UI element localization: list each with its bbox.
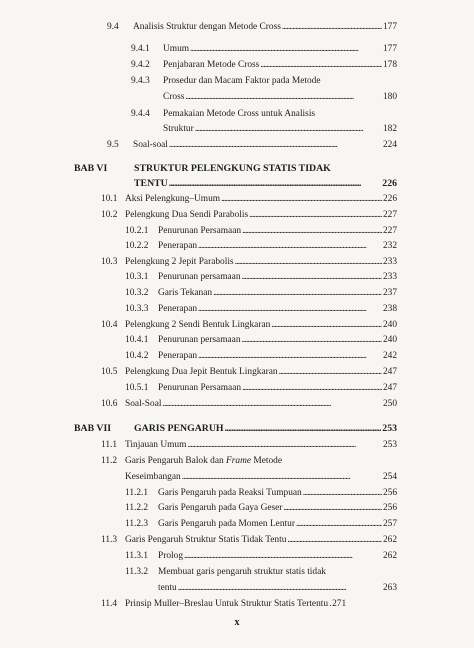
toc-page-number: 253 [382, 440, 397, 450]
chapter-title-continued: TENTU [134, 178, 168, 189]
toc-title: Garis Tekanan [158, 288, 213, 298]
toc-entry-line2[interactable] [125, 470, 397, 484]
toc-number: 11.3 [101, 535, 118, 545]
toc-number: 10.4.1 [125, 335, 149, 345]
toc-title: Penerapan [158, 304, 198, 314]
toc-entry[interactable] [133, 138, 397, 152]
toc-number: 11.2.1 [125, 488, 149, 498]
leader-dots [279, 365, 382, 379]
chapter-heading-line2[interactable] [134, 177, 397, 191]
toc-entry[interactable] [125, 397, 397, 411]
toc-title: Prolog [158, 551, 184, 561]
toc-page-number: 250 [382, 399, 397, 409]
toc-title: Tinjauan Umum [125, 440, 187, 450]
toc-page-number: 242 [382, 351, 397, 361]
toc-page-number: 178 [382, 60, 397, 70]
toc-page-number: 263 [382, 583, 397, 593]
chapter-heading-line1[interactable] [134, 162, 397, 176]
toc-page-number: 227 [382, 210, 397, 220]
toc-title: Penurunan Persamaan [158, 226, 242, 236]
chapter-label: BAB VII [74, 423, 112, 434]
toc-entry[interactable] [163, 58, 397, 72]
toc-title: Soal-soal [133, 140, 168, 150]
toc-title-italic: Frame [226, 456, 252, 466]
toc-page-number: 262 [382, 551, 397, 561]
leader-dots [198, 302, 382, 316]
toc-number: 11.3.2 [125, 567, 149, 577]
toc-entry-line2[interactable] [163, 90, 397, 104]
toc-page-number: 247 [382, 367, 397, 377]
toc-title: Pelengkung 2 Jepit Parabolis [125, 257, 234, 267]
leader-dots [169, 177, 382, 191]
toc-entry-line1[interactable] [163, 74, 397, 88]
leader-dots [282, 20, 382, 34]
leader-dots [260, 58, 382, 72]
toc-title: Penurunan persamaan [158, 272, 241, 282]
toc-page-number: 247 [382, 383, 397, 393]
toc-title: Prinsip Muller–Breslau Untuk Struktur Statis Tertentu [125, 599, 329, 609]
toc-number: 9.5 [107, 140, 119, 150]
page-footer-number: x [234, 617, 240, 628]
toc-number: 11.2 [101, 456, 118, 466]
toc-title: Penerapan [158, 351, 198, 361]
toc-page-number: 240 [382, 335, 397, 345]
leader-dots [242, 333, 382, 347]
leader-dots [169, 138, 382, 152]
leader-dots [221, 192, 382, 206]
toc-number: 10.1 [101, 194, 118, 204]
toc-entry[interactable] [158, 270, 397, 284]
toc-page-number: 177 [382, 22, 397, 32]
leader-dots [242, 270, 382, 284]
leader-dots [225, 422, 382, 436]
toc-title: Pelengkung Dua Jepit Bentuk Lingkaran [125, 367, 278, 377]
toc-title: Garis Pengaruh Struktur Statis Tidak Tentu [125, 535, 287, 545]
toc-page-number: 254 [382, 472, 397, 482]
toc-entry[interactable] [125, 438, 397, 452]
leader-dots [242, 224, 382, 238]
toc-page-number: 271 [332, 599, 347, 609]
toc-number: 10.3.1 [125, 272, 149, 282]
toc-entry[interactable] [125, 192, 397, 206]
leader-dots [249, 208, 382, 222]
toc-number: 9.4.4 [131, 109, 150, 119]
toc-entry[interactable] [158, 381, 397, 395]
toc-number: 11.1 [101, 440, 118, 450]
toc-title-part: Metode [251, 456, 283, 466]
toc-title: Penurunan persamaan [158, 335, 241, 345]
toc-title: Analisis Struktur dengan Metode Cross [133, 22, 281, 32]
toc-number: 10.4 [101, 320, 118, 330]
toc-entry-line2[interactable] [163, 122, 397, 136]
toc-entry-line2[interactable] [158, 581, 397, 595]
toc-entry[interactable] [125, 365, 397, 379]
leader-dots [303, 486, 382, 500]
toc-entry-line1[interactable] [163, 107, 397, 121]
chapter-label: BAB VI [74, 163, 108, 174]
leader-dots [271, 318, 382, 332]
toc-number: 11.3.1 [125, 551, 149, 561]
toc-page-number: 180 [382, 92, 397, 102]
toc-number: 9.4 [107, 22, 119, 32]
toc-entry-line1[interactable] [158, 565, 397, 579]
toc-number: 11.2.3 [125, 519, 149, 529]
toc-title: Penerapan [158, 241, 198, 251]
toc-page-number: 177 [382, 44, 397, 54]
toc-page-number: 227 [382, 226, 397, 236]
leader-dots [184, 549, 382, 563]
toc-entry[interactable] [158, 302, 397, 316]
toc-number: 10.5.1 [125, 383, 149, 393]
toc-page-number: 233 [382, 257, 397, 267]
leader-dots [283, 501, 382, 515]
toc-entry[interactable] [125, 208, 397, 222]
leader-dots [198, 349, 382, 363]
toc-entry[interactable] [158, 224, 397, 238]
toc-number: 10.4.2 [125, 351, 149, 361]
toc-page-number: 262 [382, 535, 397, 545]
leader-dots [242, 381, 382, 395]
toc-title-continued: Struktur [163, 124, 194, 134]
toc-page-number: 224 [382, 140, 397, 150]
toc-number: 9.4.3 [131, 76, 150, 86]
toc-title: Penjabaran Metode Cross [163, 60, 260, 70]
leader-dots [198, 239, 382, 253]
leader-dots [178, 581, 382, 595]
chapter-page-number: 226 [382, 178, 397, 189]
toc-title: Prosedur dan Macam Faktor pada Metode [163, 76, 321, 86]
toc-page-number: 232 [382, 241, 397, 251]
leader-dots [329, 597, 331, 611]
leader-dots [195, 122, 382, 136]
toc-number: 10.2.1 [125, 226, 149, 236]
leader-dots [187, 438, 382, 452]
toc-title: Pelengkung Dua Sendi Parabolis [125, 210, 249, 220]
toc-page-number: 226 [382, 194, 397, 204]
toc-page-number: 182 [382, 124, 397, 134]
toc-title [125, 454, 282, 468]
toc-page-number: 256 [382, 503, 397, 513]
toc-title-continued: tentu [158, 583, 177, 593]
toc-title: Aksi Pelengkung–Umum [125, 194, 221, 204]
toc-title: Pemakaian Metode Cross untuk Analisis [163, 109, 316, 119]
toc-number: 9.4.1 [131, 44, 150, 54]
toc-number: 10.3.3 [125, 304, 149, 314]
toc-entry[interactable] [125, 255, 397, 269]
toc-entry[interactable] [125, 533, 397, 547]
leader-dots [190, 42, 382, 56]
chapter-title: STRUKTUR PELENGKUNG STATIS TIDAK [134, 163, 331, 174]
toc-page-number: 240 [382, 320, 397, 330]
toc-number: 10.2 [101, 210, 118, 220]
toc-entry[interactable] [158, 333, 397, 347]
toc-entry[interactable] [163, 42, 397, 56]
toc-entry[interactable] [158, 486, 397, 500]
toc-page-number: 257 [382, 519, 397, 529]
toc-entry[interactable] [158, 501, 397, 515]
toc-title: Penurunan Persamaan [158, 383, 242, 393]
toc-number: 10.3 [101, 257, 118, 267]
leader-dots [185, 90, 382, 104]
toc-title: Membuat garis pengaruh struktur statis tidak [158, 567, 326, 577]
chapter-page-number: 253 [382, 423, 397, 434]
chapter-heading[interactable] [134, 422, 397, 436]
toc-entry[interactable] [125, 318, 397, 332]
toc-entry[interactable] [158, 549, 397, 563]
toc-title: Garis Pengaruh pada Momen Lentur [158, 519, 295, 529]
toc-number: 10.2.2 [125, 241, 149, 251]
toc-page-number: 256 [382, 488, 397, 498]
leader-dots [287, 533, 382, 547]
chapter-title: GARIS PENGARUH [134, 423, 224, 434]
toc-number: 10.6 [101, 399, 118, 409]
toc-number: 9.4.2 [131, 60, 150, 70]
leader-dots [182, 470, 382, 484]
toc-entry[interactable] [158, 349, 397, 363]
toc-page-number: 238 [382, 304, 397, 314]
toc-title-continued: Cross [163, 92, 185, 102]
toc-title-part: Garis Pengaruh Balok dan [125, 456, 227, 466]
toc-title: Pelengkung 2 Sendi Bentuk Lingkaran [125, 320, 271, 330]
toc-entry[interactable] [125, 597, 397, 611]
toc-page-number: 237 [382, 288, 397, 298]
toc-page-number: 233 [382, 272, 397, 282]
toc-entry[interactable] [158, 239, 397, 253]
toc-title: Garis Pengaruh pada Gaya Geser [158, 503, 283, 513]
leader-dots [296, 517, 382, 531]
leader-dots [162, 397, 381, 411]
toc-title: Soal-Soal [125, 399, 162, 409]
toc-number: 10.5 [101, 367, 118, 377]
toc-title: Umum [163, 44, 190, 54]
toc-entry[interactable] [158, 286, 397, 300]
toc-title: Garis Pengaruh pada Reaksi Tumpuan [158, 488, 302, 498]
leader-dots [235, 255, 382, 269]
toc-entry[interactable] [158, 517, 397, 531]
toc-entry-line1[interactable] [125, 454, 397, 468]
toc-number: 11.4 [101, 599, 118, 609]
leader-dots [213, 286, 382, 300]
toc-number: 10.3.2 [125, 288, 149, 298]
toc-entry[interactable] [133, 20, 397, 34]
toc-number: 11.2.2 [125, 503, 149, 513]
toc-title-continued: Keseimbangan [125, 472, 181, 482]
